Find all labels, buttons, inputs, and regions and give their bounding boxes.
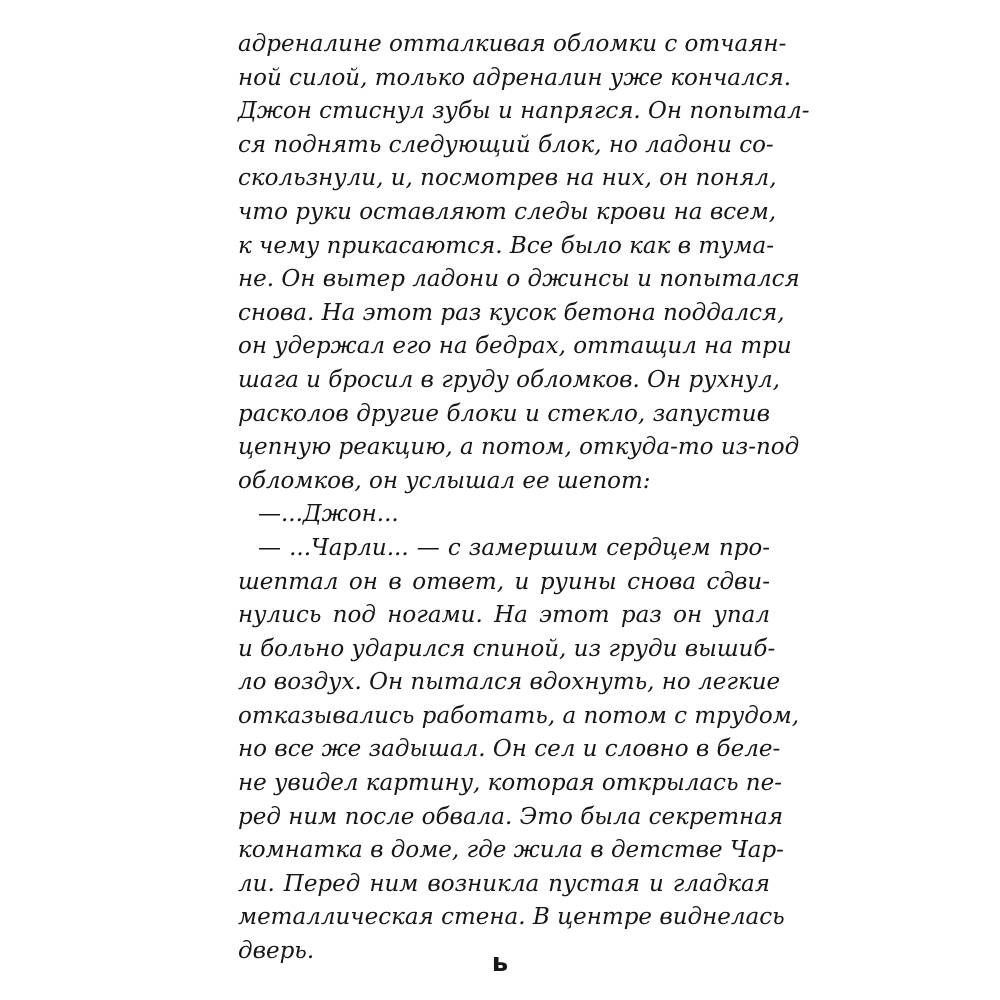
text-line: шага и бросил в груду обломков. Он рухнул, bbox=[238, 366, 780, 393]
text-line: отказывались работать, а потом с трудом, bbox=[238, 702, 800, 729]
text-line: Джон стиснул зубы и напрягся. Он попытал- bbox=[238, 98, 810, 125]
text-line: он удержал его на бедрах, оттащил на три bbox=[238, 333, 792, 360]
text-line: снова. На этот раз кусок бетона поддался, bbox=[238, 299, 785, 326]
text-line: скользнули, и, посмотрев на них, он понял, bbox=[238, 165, 777, 192]
text-line: ной силой, только адреналин уже кончался. bbox=[238, 64, 792, 91]
text-line: что руки оставляют следы крови на всем, bbox=[238, 198, 777, 225]
dialogue-line: —...Джон... bbox=[258, 501, 399, 528]
dialogue-line: — ...Чарли... — с замершим сердцем про- bbox=[258, 534, 770, 561]
text-line: ся поднять следующий блок, но ладони со- bbox=[238, 131, 774, 158]
text-line: не. Он вытер ладони о джинсы и попытался bbox=[238, 266, 800, 293]
text-line: комнатка в доме, где жила в детстве Чар- bbox=[238, 837, 784, 864]
body-text bbox=[238, 28, 810, 969]
text-line: адреналине отталкивая обломки с отчаян- bbox=[238, 31, 787, 57]
text-line: ред ним после обвала. Это была секретная bbox=[238, 803, 784, 830]
text-line: нулись под ногами. На этот раз он упал bbox=[238, 602, 770, 629]
text-line: но все же задышал. Он сел и словно в беле- bbox=[238, 736, 781, 763]
text-line: цепную реакцию, а потом, откуда-то из-под bbox=[238, 434, 800, 461]
text-line: к чему прикасаются. Все было как в тума- bbox=[238, 232, 775, 259]
text-line: обломков, он услышал ее шепот: bbox=[238, 467, 651, 494]
page-number: ь bbox=[491, 948, 509, 978]
text-line: не увидел картину, которая открылась пе- bbox=[238, 770, 782, 797]
text-line: и больно ударился спиной, из груди вышиб- bbox=[238, 635, 776, 662]
text-line: шептал он в ответ, и руины снова сдви- bbox=[238, 568, 770, 595]
text-line: ли. Перед ним возникла пустая и гладкая bbox=[238, 870, 770, 897]
text-line: расколов другие блоки и стекло, запустив bbox=[238, 400, 770, 427]
text-line: ло воздух. Он пытался вдохнуть, но легкие bbox=[238, 669, 781, 696]
text-line: дверь. bbox=[238, 938, 315, 965]
text-line: металлическая стена. В центре виднелась bbox=[238, 904, 785, 931]
